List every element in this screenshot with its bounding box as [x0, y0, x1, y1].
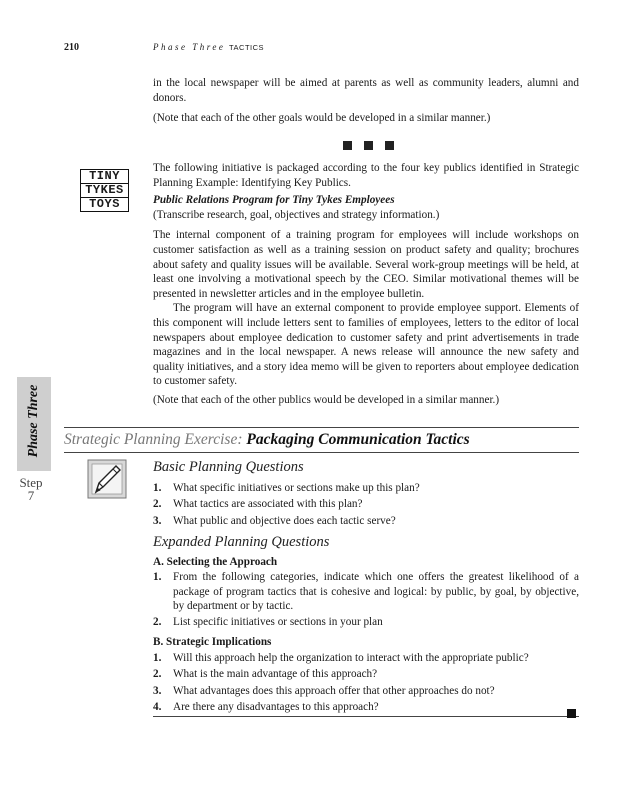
list-item	[153, 570, 579, 614]
running-header-section: TACTICS	[229, 43, 265, 52]
intro-continuation: in the local newspaper will be aimed at parents as well as community leaders, alumni and donors.	[153, 77, 579, 104]
list-item-number: 2.	[153, 498, 162, 510]
section-b-heading: B. Strategic Implications	[153, 636, 272, 648]
list-item-number: 1.	[153, 571, 162, 583]
running-header-phase: Phase Three	[153, 42, 226, 52]
list-item-number: 4.	[153, 701, 162, 713]
divider	[153, 716, 579, 717]
page-number: 210	[64, 42, 79, 53]
list-item-number: 1.	[153, 652, 162, 664]
logo-line: TYKES	[81, 183, 128, 197]
exercise-title	[64, 431, 470, 449]
logo-line: TINY	[89, 169, 120, 183]
example-intro: The following initiative is packaged according to the four key publics identified in Strategic Planning Example: Identifying Key Publics.	[153, 162, 579, 189]
divider	[64, 452, 579, 453]
step-label	[14, 476, 48, 502]
internal-component-paragraph: The internal component of a training program for employees will include workshops on customer satisfaction as well as a training session on product safety and quality; brochures about safety and quality issues will be available. Several work-group meetings will be held, at least one involving a motivational speech by the CEO. Similar motivational themes will be presented in newsletter articles and in the employee bulletin.	[153, 229, 579, 300]
logo-line: TOYS	[81, 197, 128, 211]
list-item-text: What is the main advantage of this approach?	[173, 668, 378, 680]
list-item-number: 1.	[153, 482, 162, 494]
list-item-number: 3.	[153, 685, 162, 697]
step-number: 7	[27, 488, 35, 503]
example-block	[153, 161, 579, 408]
list-item	[153, 481, 579, 496]
basic-planning-heading: Basic Planning Questions	[153, 459, 304, 475]
exercise-title-main: Packaging Communication Tactics	[246, 431, 470, 448]
intro-note: (Note that each of the other goals would be developed in a similar manner.)	[153, 112, 491, 125]
end-square-icon	[567, 709, 576, 718]
break-square-icon	[364, 141, 373, 150]
divider	[64, 427, 579, 428]
transcribe-note: (Transcribe research, goal, objectives and strategy information.)	[153, 208, 440, 221]
list-item	[153, 667, 579, 682]
list-item-number: 3.	[153, 515, 162, 527]
list-item-text: What advantages does this approach offer that other approaches do not?	[173, 685, 495, 697]
list-item-text: Are there any disadvantages to this approach?	[173, 701, 379, 713]
intro-block	[153, 76, 579, 126]
section-break	[343, 141, 394, 150]
tiny-tykes-logo	[80, 169, 129, 212]
external-component-paragraph: The program will have an external component to provide employee support. Elements of this component will include letters sent to families of employees, letters to the editor of local newspapers about employee dedication to customer safety and print advertisements in trade magazines and in the local newspaper. A news release will announce the new safety and quality initiatives, and a story idea memo will be given to reporters about employee dedication to customer safety.	[153, 302, 579, 388]
list-item-text: List specific initiatives or sections in your plan	[173, 616, 383, 628]
list-item-number: 2.	[153, 616, 162, 628]
program-title: Public Relations Program for Tiny Tykes Employees	[153, 194, 395, 207]
section-a-heading: A. Selecting the Approach	[153, 556, 278, 568]
list-item-text: What specific initiatives or sections make up this plan?	[173, 482, 420, 494]
list-item	[153, 514, 579, 529]
phase-side-tab-label: Phase Three	[26, 384, 41, 458]
list-item	[153, 497, 579, 512]
exercise-title-prefix: Strategic Planning Exercise:	[64, 431, 243, 448]
list-item-text: What public and objective does each tactic serve?	[173, 515, 396, 527]
list-item	[153, 700, 579, 715]
break-square-icon	[385, 141, 394, 150]
break-square-icon	[343, 141, 352, 150]
expanded-planning-heading: Expanded Planning Questions	[153, 534, 330, 550]
list-item-text: What tactics are associated with this plan?	[173, 498, 363, 510]
list-item	[153, 651, 579, 666]
phase-side-tab	[17, 377, 51, 471]
list-item-number: 2.	[153, 668, 162, 680]
example-note: (Note that each of the other publics would be developed in a similar manner.)	[153, 393, 500, 406]
pencil-icon	[87, 459, 127, 499]
list-item-text: Will this approach help the organization to interact with the appropriate public?	[173, 652, 529, 664]
list-item-text: From the following categories, indicate which one offers the greatest likelihood of a package of program tactics that is cohesive and logical: by public, by goal, by objective, by department or by tactic.	[173, 571, 579, 613]
list-item	[153, 615, 579, 630]
step-word: Step	[19, 475, 43, 490]
list-item	[153, 684, 579, 699]
